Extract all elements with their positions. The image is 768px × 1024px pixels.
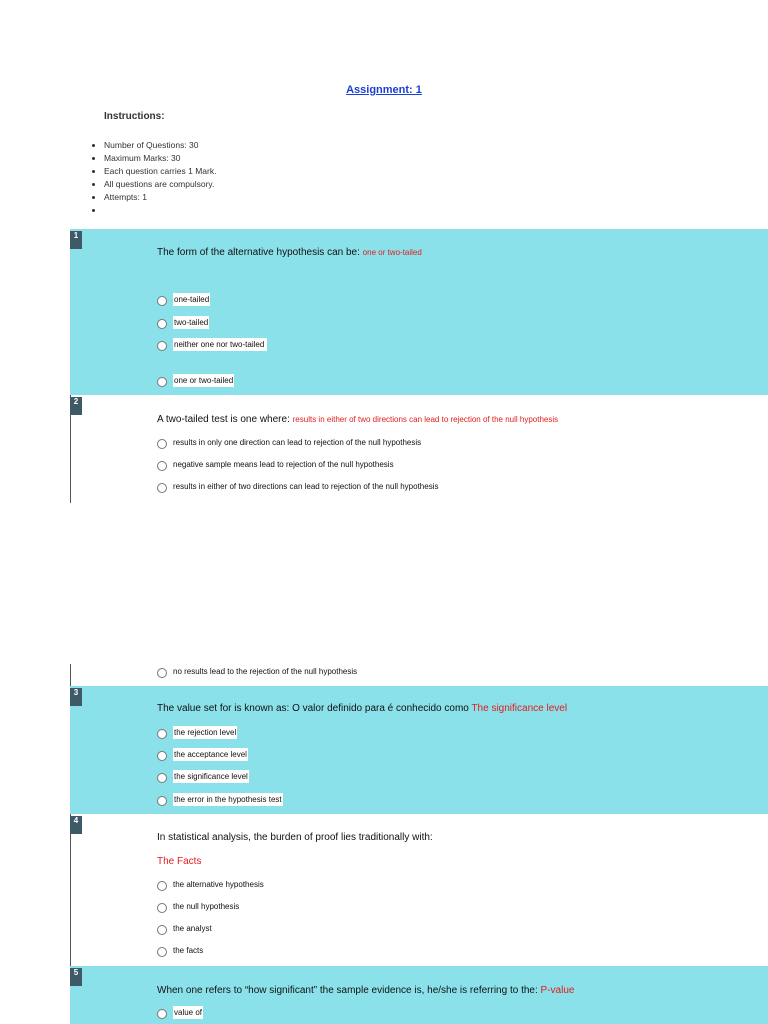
question-prompt: The form of the alternative hypothesis can be: [157,247,360,258]
radio-button[interactable] [157,903,167,913]
option-label: results in either of two directions can lead to rejection of the null hypothesis [173,482,439,491]
question-block-2 [70,395,768,503]
question-number-badge: 5 [70,968,82,986]
instructions-heading: Instructions: [104,111,165,122]
answer-option[interactable] [157,438,421,449]
option-label: two-tailed [174,318,209,327]
radio-button[interactable] [157,881,167,891]
instruction-item: • Number of Questions: 30 [104,139,216,152]
question-block-4 [70,814,768,966]
radio-button[interactable] [157,751,167,761]
instruction-item: • Maximum Marks: 30 [104,152,216,165]
answer-option[interactable] [157,902,239,913]
answer-option[interactable] [157,667,357,678]
radio-button[interactable] [157,729,167,739]
correct-answer: The Facts [157,856,202,867]
question-prompt: The value set for is known as: O valor definido para é conhecido como [157,703,469,714]
question-prompt: In statistical analysis, the burden of proof lies traditionally with: [157,832,433,843]
answer-option[interactable] [157,460,394,471]
answer-option[interactable] [157,880,264,891]
radio-button[interactable] [157,439,167,449]
question-block-2-continued [70,664,768,686]
answer-option[interactable] [157,295,210,306]
option-label: the alternative hypothesis [173,880,264,889]
answer-option[interactable] [157,318,209,329]
question-text [157,247,422,258]
option-label: the null hypothesis [173,902,240,911]
answer-option[interactable] [157,795,283,806]
answer-option[interactable] [157,482,438,493]
option-label: the error in the hypothesis test [174,795,282,804]
question-divider [70,814,71,966]
option-label: the facts [173,946,204,955]
radio-button[interactable] [157,319,167,329]
correct-answer: P-value [540,985,575,996]
question-prompt: When one refers to “how significant” the sample evidence is, he/she is referring to the: [157,985,538,996]
question-number-badge: 1 [70,231,82,249]
question-text [157,703,567,714]
option-label: the analyst [173,924,212,933]
instructions-list [88,139,216,217]
radio-button[interactable] [157,483,167,493]
answer-option[interactable] [157,340,267,351]
instruction-item: • Attempts: 1 [104,191,216,204]
answer-option[interactable] [157,1008,203,1019]
correct-answer: results in either of two directions can lead to rejection of the null hypothesis [292,415,559,424]
question-block-3 [70,686,768,814]
option-label: results in only one direction can lead to rejection of the null hypothesis [173,438,422,447]
answer-option[interactable] [157,946,203,957]
instruction-item: • All questions are compulsory. [104,178,216,191]
radio-button[interactable] [157,296,167,306]
instruction-item: • Each question carries 1 Mark. [104,165,216,178]
option-label: the acceptance level [174,750,247,759]
option-label: no results lead to the rejection of the null hypothesis [173,667,358,676]
answer-option[interactable] [157,750,248,761]
assignment-title-link[interactable]: Assignment: 1 [346,84,422,96]
radio-button[interactable] [157,773,167,783]
question-divider [70,664,71,686]
question-block-1 [70,229,768,395]
correct-answer: The significance level [471,703,568,714]
option-label: the significance level [174,772,248,781]
option-label: one-tailed [174,295,210,304]
radio-button[interactable] [157,1009,167,1019]
question-text [157,414,558,425]
option-label: value of [174,1008,203,1017]
question-text [157,985,574,996]
question-number-badge: 4 [70,816,82,834]
radio-button[interactable] [157,341,167,351]
answer-option[interactable] [157,728,237,739]
radio-button[interactable] [157,796,167,806]
question-number-badge: 3 [70,688,82,706]
question-text [157,832,433,843]
answer-option[interactable] [157,772,249,783]
radio-button[interactable] [157,925,167,935]
option-label: neither one nor two-tailed [173,338,267,351]
question-number-badge: 2 [70,397,82,415]
correct-answer: one or two-tailed [362,248,422,257]
answer-option[interactable] [157,376,234,387]
answer-option[interactable] [157,924,212,935]
question-prompt: A two-tailed test is one where: [157,414,290,425]
radio-button[interactable] [157,461,167,471]
radio-button[interactable] [157,377,167,387]
option-label: one or two-tailed [174,376,234,385]
question-block-5 [70,966,768,1024]
radio-button[interactable] [157,947,167,957]
option-label: negative sample means lead to rejection of the null hypothesis [173,460,394,469]
instruction-item [104,204,216,217]
option-label: the rejection level [174,728,237,737]
radio-button[interactable] [157,668,167,678]
